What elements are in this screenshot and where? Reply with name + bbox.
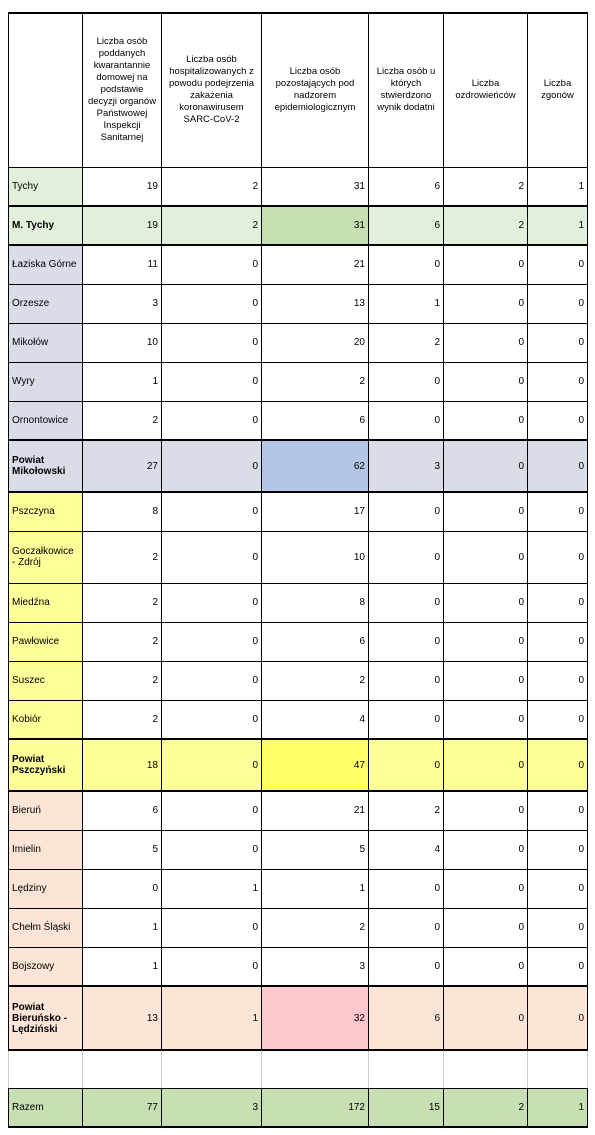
deaths-value-cell[interactable]: 0 bbox=[528, 440, 588, 492]
hospitalized-value-cell[interactable]: 0 bbox=[162, 531, 262, 583]
recovered-value-cell[interactable]: 0 bbox=[444, 947, 528, 986]
hospitalized-value-cell[interactable]: 0 bbox=[162, 492, 262, 531]
municipality-name-cell[interactable]: Łaziska Górne bbox=[9, 245, 83, 284]
quarantine-value-cell[interactable]: 3 bbox=[83, 284, 162, 323]
recovered-value-cell[interactable]: 0 bbox=[444, 323, 528, 362]
supervision-value-cell[interactable]: 32 bbox=[262, 986, 369, 1050]
table-row bbox=[9, 661, 588, 700]
subtotal-row bbox=[9, 206, 588, 245]
municipality-name-cell[interactable]: Powiat Bieruńsko - Lędziński bbox=[9, 986, 83, 1050]
positive-value-cell[interactable]: 0 bbox=[369, 908, 444, 947]
positive-value-cell[interactable]: 0 bbox=[369, 492, 444, 531]
covid-statistics-table bbox=[8, 12, 588, 1128]
hospitalized-value-cell[interactable]: 0 bbox=[162, 323, 262, 362]
positive-value-cell[interactable]: 0 bbox=[369, 739, 444, 791]
municipality-name-cell[interactable]: Mikołów bbox=[9, 323, 83, 362]
supervision-value-cell[interactable]: 2 bbox=[262, 908, 369, 947]
table-row bbox=[9, 791, 588, 830]
positive-value-cell[interactable]: 0 bbox=[369, 700, 444, 739]
supervision-value-cell[interactable]: 172 bbox=[262, 1088, 369, 1127]
positive-value-cell[interactable]: 6 bbox=[369, 167, 444, 206]
supervision-value-cell[interactable]: 3 bbox=[262, 947, 369, 986]
table-row bbox=[9, 622, 588, 661]
hospitalized-value-cell[interactable]: 0 bbox=[162, 700, 262, 739]
quarantine-value-cell[interactable]: 2 bbox=[83, 622, 162, 661]
hospitalized-value-cell[interactable]: 0 bbox=[162, 661, 262, 700]
quarantine-value-cell[interactable]: 2 bbox=[83, 531, 162, 583]
supervision-value-cell[interactable]: 21 bbox=[262, 245, 369, 284]
hospitalized-value-cell[interactable]: 0 bbox=[162, 440, 262, 492]
hospitalized-value-cell[interactable]: 2 bbox=[162, 167, 262, 206]
supervision-value-cell[interactable]: 10 bbox=[262, 531, 369, 583]
quarantine-value-cell[interactable]: 8 bbox=[83, 492, 162, 531]
quarantine-value-cell[interactable]: 1 bbox=[83, 362, 162, 401]
supervision-value-cell[interactable]: 17 bbox=[262, 492, 369, 531]
municipality-name-cell[interactable]: Kobiór bbox=[9, 700, 83, 739]
municipality-name-cell[interactable]: Powiat Pszczyński bbox=[9, 739, 83, 791]
positive-value-cell[interactable] bbox=[369, 1050, 444, 1088]
supervision-value-cell[interactable]: 6 bbox=[262, 401, 369, 440]
recovered-value-cell[interactable]: 0 bbox=[444, 661, 528, 700]
quarantine-value-cell[interactable]: 2 bbox=[83, 401, 162, 440]
municipality-name-cell[interactable]: Imielin bbox=[9, 830, 83, 869]
deaths-value-cell[interactable]: 0 bbox=[528, 700, 588, 739]
hospitalized-value-cell[interactable]: 1 bbox=[162, 986, 262, 1050]
hospitalized-value-cell[interactable]: 0 bbox=[162, 622, 262, 661]
header-cell-hospitalized[interactable]: Liczba osób hospitalizowanych z powodu podejrzenia zakażenia koronawirusem SARC-CoV-2 bbox=[162, 13, 262, 167]
deaths-value-cell[interactable]: 0 bbox=[528, 323, 588, 362]
municipality-name-cell[interactable]: Bojszowy bbox=[9, 947, 83, 986]
supervision-value-cell[interactable]: 5 bbox=[262, 830, 369, 869]
municipality-name-cell[interactable]: Pszczyna bbox=[9, 492, 83, 531]
hospitalized-value-cell[interactable]: 0 bbox=[162, 791, 262, 830]
municipality-name-cell[interactable]: Suszec bbox=[9, 661, 83, 700]
deaths-value-cell[interactable]: 0 bbox=[528, 947, 588, 986]
recovered-value-cell[interactable]: 0 bbox=[444, 700, 528, 739]
quarantine-value-cell[interactable]: 6 bbox=[83, 791, 162, 830]
positive-value-cell[interactable]: 15 bbox=[369, 1088, 444, 1127]
recovered-value-cell[interactable]: 2 bbox=[444, 206, 528, 245]
deaths-value-cell[interactable]: 1 bbox=[528, 167, 588, 206]
table-row bbox=[9, 583, 588, 622]
hospitalized-value-cell[interactable]: 2 bbox=[162, 206, 262, 245]
recovered-value-cell[interactable]: 0 bbox=[444, 908, 528, 947]
supervision-value-cell[interactable]: 21 bbox=[262, 791, 369, 830]
positive-value-cell[interactable]: 0 bbox=[369, 401, 444, 440]
supervision-value-cell[interactable]: 31 bbox=[262, 206, 369, 245]
quarantine-value-cell[interactable]: 77 bbox=[83, 1088, 162, 1127]
hospitalized-value-cell[interactable]: 1 bbox=[162, 869, 262, 908]
table-row bbox=[9, 401, 588, 440]
recovered-value-cell[interactable]: 0 bbox=[444, 531, 528, 583]
recovered-value-cell[interactable]: 0 bbox=[444, 986, 528, 1050]
hospitalized-value-cell[interactable]: 0 bbox=[162, 583, 262, 622]
hospitalized-value-cell[interactable]: 3 bbox=[162, 1088, 262, 1127]
deaths-value-cell[interactable]: 0 bbox=[528, 791, 588, 830]
table-row bbox=[9, 323, 588, 362]
header-cell-quarantine[interactable]: Liczba osób poddanych kwarantannie domowej na podstawie decyzji organów Państwowej Inspekcji Sanitarnej bbox=[83, 13, 162, 167]
quarantine-value-cell[interactable] bbox=[83, 1050, 162, 1088]
header-cell-supervision[interactable]: Liczba osób pozostających pod nadzorem epidemiologicznym bbox=[262, 13, 369, 167]
recovered-value-cell[interactable]: 2 bbox=[444, 1088, 528, 1127]
recovered-value-cell[interactable]: 0 bbox=[444, 869, 528, 908]
positive-value-cell[interactable]: 6 bbox=[369, 206, 444, 245]
subtotal-row bbox=[9, 739, 588, 791]
header-cell-corner[interactable] bbox=[9, 13, 83, 167]
quarantine-value-cell[interactable]: 1 bbox=[83, 947, 162, 986]
recovered-value-cell[interactable]: 0 bbox=[444, 440, 528, 492]
deaths-value-cell[interactable]: 0 bbox=[528, 284, 588, 323]
supervision-value-cell[interactable]: 4 bbox=[262, 700, 369, 739]
quarantine-value-cell[interactable]: 19 bbox=[83, 167, 162, 206]
supervision-value-cell[interactable]: 8 bbox=[262, 583, 369, 622]
positive-value-cell[interactable]: 6 bbox=[369, 986, 444, 1050]
positive-value-cell[interactable]: 0 bbox=[369, 245, 444, 284]
header-row bbox=[9, 13, 588, 167]
recovered-value-cell[interactable]: 0 bbox=[444, 791, 528, 830]
municipality-name-cell[interactable]: M. Tychy bbox=[9, 206, 83, 245]
supervision-value-cell[interactable]: 13 bbox=[262, 284, 369, 323]
municipality-name-cell[interactable]: Powiat Mikołowski bbox=[9, 440, 83, 492]
positive-value-cell[interactable]: 1 bbox=[369, 284, 444, 323]
positive-value-cell[interactable]: 0 bbox=[369, 947, 444, 986]
municipality-name-cell[interactable]: Lędziny bbox=[9, 869, 83, 908]
municipality-name-cell[interactable]: Miedźna bbox=[9, 583, 83, 622]
deaths-value-cell[interactable]: 0 bbox=[528, 986, 588, 1050]
deaths-value-cell[interactable]: 0 bbox=[528, 661, 588, 700]
supervision-value-cell[interactable]: 6 bbox=[262, 622, 369, 661]
supervision-value-cell[interactable]: 2 bbox=[262, 661, 369, 700]
supervision-value-cell[interactable]: 31 bbox=[262, 167, 369, 206]
table-row bbox=[9, 947, 588, 986]
subtotal-row bbox=[9, 986, 588, 1050]
recovered-value-cell[interactable]: 0 bbox=[444, 245, 528, 284]
recovered-value-cell[interactable]: 0 bbox=[444, 362, 528, 401]
positive-value-cell[interactable]: 0 bbox=[369, 531, 444, 583]
table-row bbox=[9, 908, 588, 947]
table-row bbox=[9, 869, 588, 908]
table-row bbox=[9, 492, 588, 531]
positive-value-cell[interactable]: 4 bbox=[369, 830, 444, 869]
hospitalized-value-cell[interactable]: 0 bbox=[162, 739, 262, 791]
supervision-value-cell[interactable]: 62 bbox=[262, 440, 369, 492]
positive-value-cell[interactable]: 0 bbox=[369, 869, 444, 908]
deaths-value-cell[interactable]: 0 bbox=[528, 583, 588, 622]
positive-value-cell[interactable]: 2 bbox=[369, 323, 444, 362]
supervision-value-cell[interactable] bbox=[262, 1050, 369, 1088]
recovered-value-cell[interactable]: 0 bbox=[444, 622, 528, 661]
quarantine-value-cell[interactable]: 0 bbox=[83, 869, 162, 908]
hospitalized-value-cell[interactable]: 0 bbox=[162, 245, 262, 284]
quarantine-value-cell[interactable]: 2 bbox=[83, 700, 162, 739]
deaths-value-cell[interactable]: 0 bbox=[528, 908, 588, 947]
deaths-value-cell[interactable]: 0 bbox=[528, 492, 588, 531]
positive-value-cell[interactable]: 0 bbox=[369, 622, 444, 661]
quarantine-value-cell[interactable]: 5 bbox=[83, 830, 162, 869]
deaths-value-cell[interactable]: 0 bbox=[528, 531, 588, 583]
header-cell-deaths[interactable]: Liczba zgonów bbox=[528, 13, 588, 167]
quarantine-value-cell[interactable]: 27 bbox=[83, 440, 162, 492]
positive-value-cell[interactable]: 0 bbox=[369, 583, 444, 622]
quarantine-value-cell[interactable]: 2 bbox=[83, 661, 162, 700]
supervision-value-cell[interactable]: 47 bbox=[262, 739, 369, 791]
municipality-name-cell[interactable]: Razem bbox=[9, 1088, 83, 1127]
total-row bbox=[9, 1088, 588, 1127]
deaths-value-cell[interactable]: 0 bbox=[528, 830, 588, 869]
deaths-value-cell[interactable]: 1 bbox=[528, 1088, 588, 1127]
hospitalized-value-cell[interactable]: 0 bbox=[162, 830, 262, 869]
recovered-value-cell[interactable]: 0 bbox=[444, 830, 528, 869]
header-cell-positive[interactable]: Liczba osób u których stwierdzono wynik dodatni bbox=[369, 13, 444, 167]
table-row bbox=[9, 531, 588, 583]
spreadsheet-table-container bbox=[8, 12, 587, 1128]
municipality-name-cell[interactable] bbox=[9, 1050, 83, 1088]
hospitalized-value-cell[interactable] bbox=[162, 1050, 262, 1088]
quarantine-value-cell[interactable]: 2 bbox=[83, 583, 162, 622]
recovered-value-cell[interactable]: 2 bbox=[444, 167, 528, 206]
deaths-value-cell[interactable]: 1 bbox=[528, 206, 588, 245]
municipality-name-cell[interactable]: Tychy bbox=[9, 167, 83, 206]
quarantine-value-cell[interactable]: 19 bbox=[83, 206, 162, 245]
hospitalized-value-cell[interactable]: 0 bbox=[162, 908, 262, 947]
municipality-name-cell[interactable]: Orzesze bbox=[9, 284, 83, 323]
recovered-value-cell[interactable]: 0 bbox=[444, 284, 528, 323]
positive-value-cell[interactable]: 0 bbox=[369, 661, 444, 700]
municipality-name-cell[interactable]: Ornontowice bbox=[9, 401, 83, 440]
deaths-value-cell[interactable]: 0 bbox=[528, 622, 588, 661]
recovered-value-cell[interactable]: 0 bbox=[444, 583, 528, 622]
positive-value-cell[interactable]: 2 bbox=[369, 791, 444, 830]
supervision-value-cell[interactable]: 2 bbox=[262, 362, 369, 401]
recovered-value-cell[interactable] bbox=[444, 1050, 528, 1088]
table-row bbox=[9, 245, 588, 284]
table-row bbox=[9, 700, 588, 739]
deaths-value-cell[interactable]: 0 bbox=[528, 362, 588, 401]
table-row bbox=[9, 284, 588, 323]
hospitalized-value-cell[interactable]: 0 bbox=[162, 401, 262, 440]
positive-value-cell[interactable]: 0 bbox=[369, 362, 444, 401]
quarantine-value-cell[interactable]: 18 bbox=[83, 739, 162, 791]
municipality-name-cell[interactable]: Wyry bbox=[9, 362, 83, 401]
quarantine-value-cell[interactable]: 13 bbox=[83, 986, 162, 1050]
hospitalized-value-cell[interactable]: 0 bbox=[162, 362, 262, 401]
table-row bbox=[9, 362, 588, 401]
quarantine-value-cell[interactable]: 10 bbox=[83, 323, 162, 362]
table-row bbox=[9, 167, 588, 206]
deaths-value-cell[interactable]: 0 bbox=[528, 739, 588, 791]
recovered-value-cell[interactable]: 0 bbox=[444, 401, 528, 440]
recovered-value-cell[interactable]: 0 bbox=[444, 492, 528, 531]
deaths-value-cell[interactable]: 0 bbox=[528, 401, 588, 440]
positive-value-cell[interactable]: 3 bbox=[369, 440, 444, 492]
deaths-value-cell[interactable]: 0 bbox=[528, 245, 588, 284]
table-row bbox=[9, 830, 588, 869]
deaths-value-cell[interactable] bbox=[528, 1050, 588, 1088]
municipality-name-cell[interactable]: Chełm Śląski bbox=[9, 908, 83, 947]
supervision-value-cell[interactable]: 20 bbox=[262, 323, 369, 362]
subtotal-row bbox=[9, 440, 588, 492]
quarantine-value-cell[interactable]: 11 bbox=[83, 245, 162, 284]
supervision-value-cell[interactable]: 1 bbox=[262, 869, 369, 908]
municipality-name-cell[interactable]: Goczałkowice - Zdrój bbox=[9, 531, 83, 583]
quarantine-value-cell[interactable]: 1 bbox=[83, 908, 162, 947]
header-cell-recovered[interactable]: Liczba ozdrowieńców bbox=[444, 13, 528, 167]
municipality-name-cell[interactable]: Pawłowice bbox=[9, 622, 83, 661]
empty-row bbox=[9, 1050, 588, 1088]
recovered-value-cell[interactable]: 0 bbox=[444, 739, 528, 791]
hospitalized-value-cell[interactable]: 0 bbox=[162, 947, 262, 986]
deaths-value-cell[interactable]: 0 bbox=[528, 869, 588, 908]
hospitalized-value-cell[interactable]: 0 bbox=[162, 284, 262, 323]
municipality-name-cell[interactable]: Bieruń bbox=[9, 791, 83, 830]
